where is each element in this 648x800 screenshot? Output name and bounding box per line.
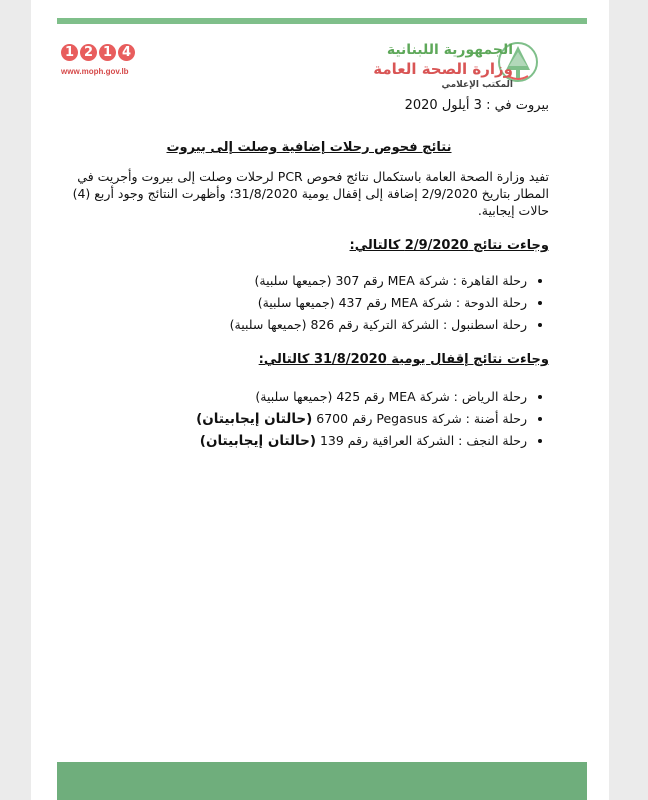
intro-paragraph: تفيد وزارة الصحة العامة باستكمال نتائج فحوص PCR لرحلات وصلت إلى بيروت وأجريت في المطار بتاريخ 2/9/2020 إضافة إلى إقفال يومية 31/8/2020؛ وأظهرت النتائج وجود أربع (4) حالات إيجابية. [72,169,549,218]
section1-heading: وجاءت نتائج 2/9/2020 كالتالي: [349,238,549,253]
section1-list [230,270,549,336]
list-item: • رحلة الدوحة : شركة MEA رقم 437 (جميعها سلبية) [230,292,527,314]
document-page [31,0,609,800]
hotline-digit: 1 [99,44,116,61]
list-item: • رحلة النجف : الشركة العراقية رقم 139 (حالتان إيجابيتان) [196,430,527,452]
hotline-logo [61,44,135,61]
hotline-digit: 2 [80,44,97,61]
document-date: بيروت في : 3 أيلول 2020 [404,98,549,113]
website-url: www.moph.gov.lb [61,67,129,76]
org-name-ministry: وزارة الصحة العامة [373,60,513,78]
list-item: • رحلة أضنة : شركة Pegasus رقم 6700 (حالتان إيجابيتان) [196,408,527,430]
list-item: • رحلة الرياض : شركة MEA رقم 425 (جميعها سلبية) [196,386,527,408]
org-name-office: المكتب الإعلامي [441,80,513,90]
top-accent-bar [57,18,587,24]
list-item: • رحلة اسطنبول : الشركة التركية رقم 826 (جميعها سلبية) [230,314,527,336]
section2-list [196,386,549,452]
document-title: نتائج فحوص رحلات إضافية وصلت إلى بيروت [166,140,452,155]
list-item: • رحلة القاهرة : شركة MEA رقم 307 (جميعها سلبية) [230,270,527,292]
hotline-digit: 4 [118,44,135,61]
org-name-republic: الجمهورية اللبنانية [386,42,513,58]
hotline-digit: 1 [61,44,78,61]
section2-heading: وجاءت نتائج إقفال يومية 31/8/2020 كالتالي: [258,352,549,367]
bottom-accent-bar [57,762,587,800]
